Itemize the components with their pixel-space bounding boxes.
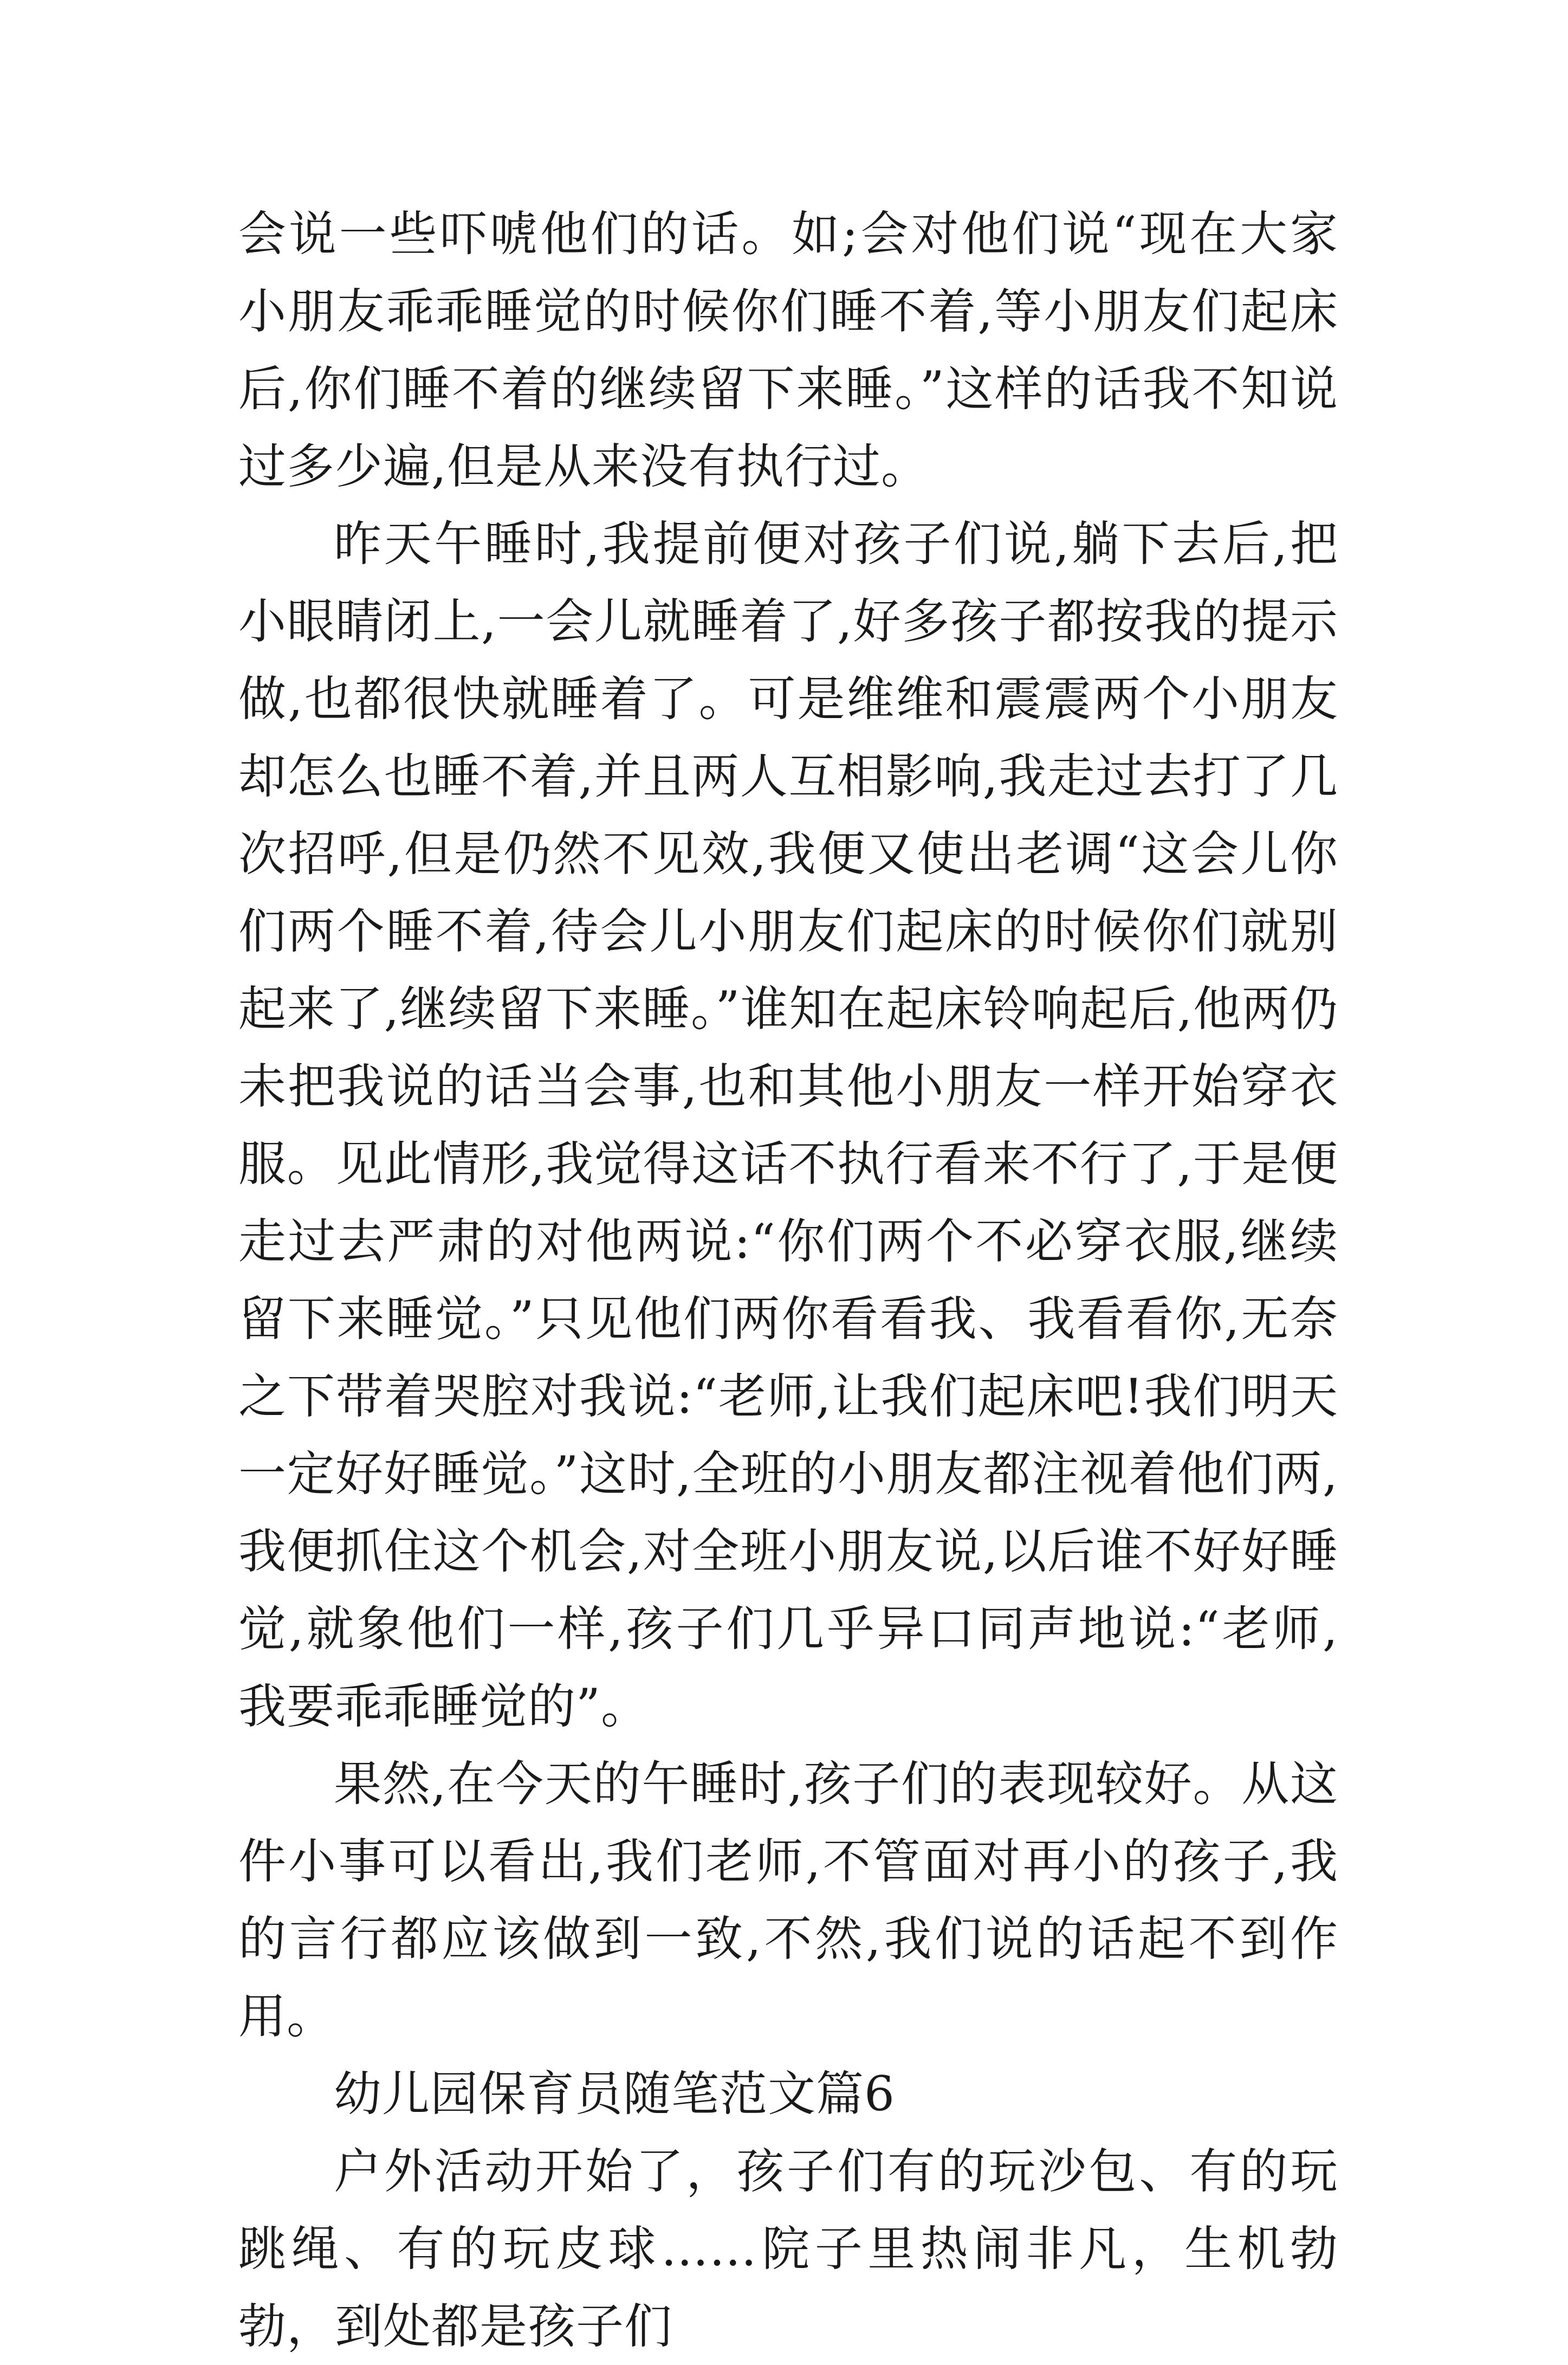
document-body <box>238 195 1338 2365</box>
paragraph-1: 会说一些吓唬他们的话。如;会对他们说“现在大家小朋友乖乖睡觉的时候你们睡不着,等小朋友们起床后,你们睡不着的继续留下来睡。”这样的话我不知说过多少遍,但是从来没有执行过。 <box>238 206 1338 494</box>
paragraph-2: 昨天午睡时,我提前便对孩子们说,躺下去后,把小眼睛闭上,一会儿就睡着了,好多孩子都按我的提示做,也都很快就睡着了。可是维维和震震两个小朋友却怎么也睡不着,并且两人互相影响,我走过去打了几次招呼,但是仍然不见效,我便又使出老调“这会儿你们两个睡不着,待会儿小朋友们起床的时候你们就别起来了,继续留下来睡。”谁知在起床铃响起后,他两仍未把我说的话当会事,也和其他小朋友一样开始穿衣服。见此情形,我觉得这话不执行看来不行了,于是便走过去严肃的对他两说:“你们两个不必穿衣服,继续留下来睡觉。”只见他们两你看看我、我看看你,无奈之下带着哭腔对我说:“老师,让我们起床吧!我们明天一定好好睡觉。”这时,全班的小朋友都注视着他们两,我便抓住这个机会,对全班小朋友说,以后谁不好好睡觉,就象他们一样,孩子们几乎异口同声地说:“老师,我要乖乖睡觉的”。 <box>238 516 1338 1734</box>
section-heading: 幼儿园保育员随笔范文篇6 <box>334 2066 895 2122</box>
paragraph-3: 果然,在今天的午睡时,孩子们的表现较好。从这件小事可以看出,我们老师,不管面对再小的孩子,我的言行都应该做到一致,不然,我们说的话起不到作用。 <box>238 1756 1338 2044</box>
paragraph-4: 户外活动开始了，孩子们有的玩沙包、有的玩跳绳、有的玩皮球……院子里热闹非凡，生机勃勃，到处都是孩子们 <box>238 2143 1338 2354</box>
